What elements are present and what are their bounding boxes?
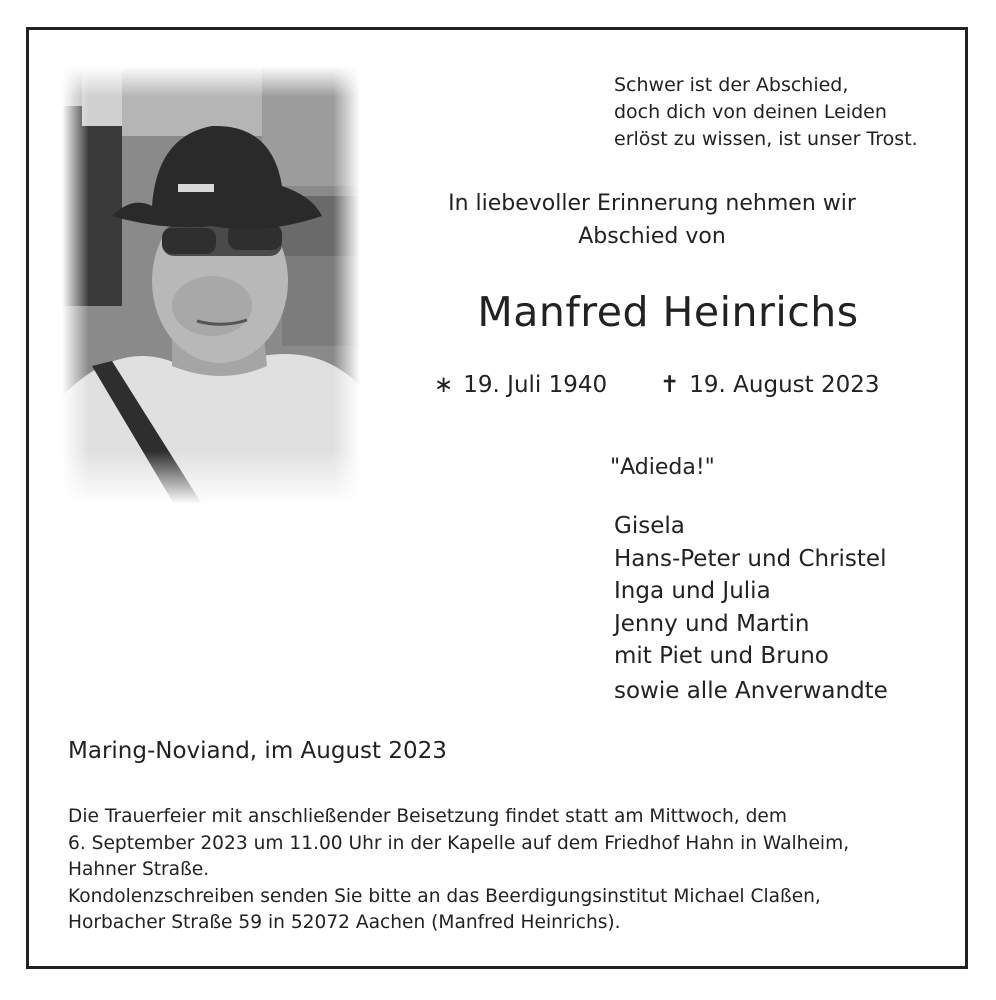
death-date-text: 19. August 2023 — [689, 372, 880, 398]
relatives-line: sowie alle Anverwandte — [614, 678, 888, 704]
place-date: Maring-Noviand, im August 2023 — [68, 738, 447, 764]
quote: "Adieda!" — [610, 455, 715, 480]
verse-line: Schwer ist der Abschied, — [614, 74, 849, 96]
list-item: Hans-Peter und Christel — [614, 545, 887, 572]
list-item: mit Piet und Bruno — [614, 643, 829, 669]
verse-line: erlöst zu wissen, ist unser Trost. — [614, 128, 918, 150]
birth-date — [434, 372, 607, 398]
birth-date-text: 19. Juli 1940 — [463, 372, 608, 398]
details-line: Die Trauerfeier mit anschließender Beisetzung findet statt am Mittwoch, dem — [68, 806, 787, 827]
deceased-name: Manfred Heinrichs — [477, 288, 859, 336]
cross-icon: ✝ — [660, 372, 680, 398]
details-line: Horbacher Straße 59 in 52072 Aachen (Manfred Heinrichs). — [68, 912, 621, 933]
birth-star-icon: ∗ — [434, 372, 454, 398]
list-item: Inga und Julia — [614, 578, 771, 604]
intro-line: In liebevoller Erinnerung nehmen wir — [448, 191, 856, 216]
list-item: Gisela — [614, 513, 685, 539]
details-line: Kondolenzschreiben senden Sie bitte an das Beerdigungsinstitut Michael Claßen, — [68, 885, 821, 907]
details-line: 6. September 2023 um 11.00 Uhr in der Kapelle auf dem Friedhof Hahn in Walheim, — [68, 832, 850, 854]
details-line: Hahner Straße. — [68, 859, 210, 880]
intro-text — [390, 187, 914, 253]
funeral-details — [68, 804, 849, 937]
verse-line: doch dich von deinen Leiden — [614, 101, 887, 123]
family-list — [614, 510, 886, 673]
portrait-photo — [62, 66, 360, 504]
farewell-verse — [614, 72, 918, 153]
list-item: Jenny und Martin — [614, 610, 810, 637]
intro-line: Abschied von — [578, 224, 726, 249]
death-date — [660, 372, 880, 398]
